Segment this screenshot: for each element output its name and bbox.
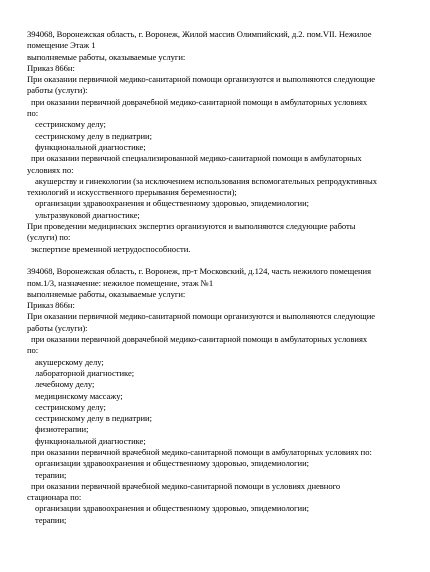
document-line: стационара по:	[27, 492, 82, 503]
document-line: выполняемые работы, оказываемые услуги:	[27, 51, 186, 62]
document-line: функциональной диагностике;	[35, 141, 146, 152]
document-line: условиях по:	[27, 164, 74, 175]
document-line: Приказ 866н:	[27, 300, 75, 311]
document-line: при оказании первичной доврачебной медико-санитарной помощи в амбулаторных условиях	[31, 96, 368, 107]
document-line: организации здравоохранения и общественному здоровью, эпидемиологии;	[35, 458, 309, 469]
document-line: организации здравоохранения и общественному здоровью, эпидемиологии;	[35, 503, 309, 514]
document-line: сестринскому делу;	[35, 401, 106, 412]
document-line: При проведении медицинских экспертиз организуются и выполняются следующие работы	[27, 221, 356, 232]
document-line: функциональной диагностике;	[35, 435, 146, 446]
document-line: по:	[27, 108, 39, 119]
document-line: акушерскому делу;	[35, 356, 104, 367]
document-line: помещение Этаж 1	[27, 40, 96, 51]
section-gap	[27, 255, 424, 266]
document-line: технологий и искусственного прерывания беременности);	[27, 187, 237, 198]
document-line: при оказании первичной специализированной медико-санитарной помощи в амбулаторных	[31, 153, 362, 164]
license-document-body	[27, 29, 424, 526]
document-line: пом.1/3, назначение: нежилое помещение, этаж №1	[27, 277, 214, 288]
document-line: физиотерапии;	[35, 424, 89, 435]
document-line: лабораторной диагностике;	[35, 367, 135, 378]
document-line: сестринскому делу в педиатрии;	[35, 413, 152, 424]
document-line: экспертизе временной нетрудоспособности.	[31, 243, 191, 254]
document-line: При оказании первичной медико-санитарной помощи организуются и выполняются следующие	[27, 311, 376, 322]
document-line: при оказании первичной врачебной медико-санитарной помощи в амбулаторных условиях по:	[31, 446, 372, 457]
document-line: работы (услуги):	[27, 85, 88, 96]
document-line: по:	[27, 345, 39, 356]
document-line: акушерству и гинекологии (за исключением использования вспомогательных репродуктивных	[35, 175, 377, 186]
document-line: медицинскому массажу;	[35, 390, 123, 401]
document-line: при оказании первичной доврачебной медико-санитарной помощи в амбулаторных условиях	[31, 334, 368, 345]
document-line: терапии;	[35, 469, 67, 480]
document-line: лечебному делу;	[35, 379, 95, 390]
address-section	[27, 29, 424, 255]
document-line: сестринскому делу;	[35, 119, 106, 130]
document-line: выполняемые работы, оказываемые услуги:	[27, 288, 186, 299]
document-line: терапии;	[35, 514, 67, 525]
document-line: организации здравоохранения и общественному здоровью, эпидемиологии;	[35, 198, 309, 209]
address-section	[27, 266, 424, 526]
document-line: 394068, Воронежская область, г. Воронеж, пр-т Московский, д.124, часть нежилого помещения	[27, 266, 371, 277]
document-line: ультразвуковой диагностике;	[35, 209, 140, 220]
document-line: (услуги) по:	[27, 232, 71, 243]
document-line: Приказ 866н:	[27, 62, 75, 73]
document-line: сестринскому делу в педиатрии;	[35, 130, 152, 141]
document-line: работы (услуги):	[27, 322, 88, 333]
document-line: При оказании первичной медико-санитарной помощи организуются и выполняются следующие	[27, 74, 376, 85]
document-line: при оказании первичной врачебной медико-санитарной помощи в условиях дневного	[31, 480, 341, 491]
document-line: 394068, Воронежская область, г. Воронеж, Жилой массив Олимпийский, д.2. пом.VII. Нежилое	[27, 29, 372, 39]
